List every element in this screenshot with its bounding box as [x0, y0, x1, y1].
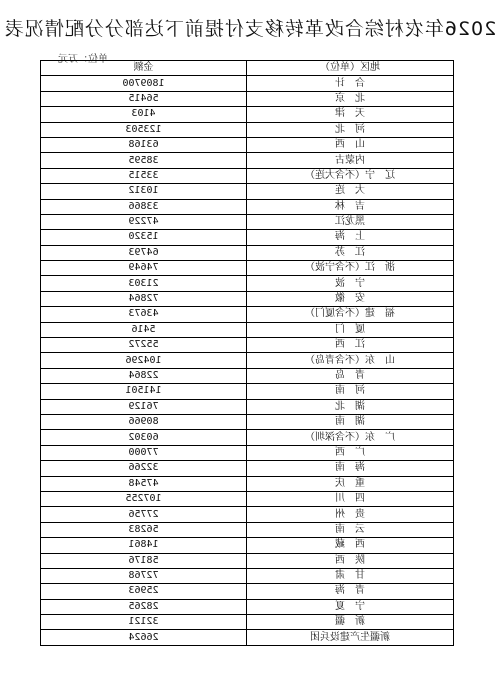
amount-cell: 63168: [41, 137, 247, 152]
amount-cell: 104296: [41, 353, 247, 368]
amount-cell: 64793: [41, 245, 247, 260]
table-row: [41, 599, 454, 614]
table-row: [41, 261, 454, 276]
amount-cell: 33866: [41, 199, 247, 214]
region-cell: 湖 北: [247, 399, 454, 414]
table-row: [41, 245, 454, 260]
amount-cell: 27756: [41, 507, 247, 522]
table-row: [41, 168, 454, 183]
region-cell: 四 川: [247, 491, 454, 506]
region-cell: 内蒙古: [247, 153, 454, 168]
table-row: [41, 584, 454, 599]
region-cell: 河 南: [247, 384, 454, 399]
table-row: [41, 199, 454, 214]
table-row: [41, 184, 454, 199]
table-row: [41, 399, 454, 414]
header-region: 地区（单位）: [247, 61, 454, 76]
region-cell: 河 北: [247, 122, 454, 137]
table-row: [41, 430, 454, 445]
region-cell: 陕 西: [247, 553, 454, 568]
table-header-row: [41, 61, 454, 76]
amount-cell: 33515: [41, 168, 247, 183]
region-cell: 甘 肃: [247, 568, 454, 583]
table-row: [41, 214, 454, 229]
table-body: [41, 76, 454, 645]
table-row: [41, 91, 454, 106]
table-row: [41, 414, 454, 429]
region-cell: 黑龙江: [247, 214, 454, 229]
region-cell: 厦 门: [247, 322, 454, 337]
amount-cell: 56415: [41, 91, 247, 106]
amount-cell: 28265: [41, 599, 247, 614]
header-amount: 金额: [41, 61, 247, 76]
amount-cell: 32266: [41, 461, 247, 476]
amount-cell: 5416: [41, 322, 247, 337]
page-title: 2026年农村综合改革转移支付提前下达部分分配情况表: [3, 18, 497, 40]
amount-cell: 72864: [41, 291, 247, 306]
amount-cell: 80966: [41, 414, 247, 429]
table-row: [41, 353, 454, 368]
amount-cell: 22864: [41, 368, 247, 383]
region-cell: 江 西: [247, 338, 454, 353]
region-cell: 大 连: [247, 184, 454, 199]
amount-cell: 4103: [41, 107, 247, 122]
amount-cell: 58176: [41, 553, 247, 568]
table-row: [41, 122, 454, 137]
amount-cell: 32121: [41, 615, 247, 630]
table-row: [41, 338, 454, 353]
amount-cell: 14861: [41, 538, 247, 553]
table-row: [41, 368, 454, 383]
region-cell: 西 藏: [247, 538, 454, 553]
amount-cell: 25963: [41, 584, 247, 599]
table-row: [41, 568, 454, 583]
region-cell: 安 徽: [247, 291, 454, 306]
region-cell: 湖 南: [247, 414, 454, 429]
region-cell: 广 东（不含深圳）: [247, 430, 454, 445]
region-cell: 新疆生产建设兵团: [247, 630, 454, 645]
region-cell: 山 东（不含青岛）: [247, 353, 454, 368]
region-cell: 合 计: [247, 76, 454, 91]
region-cell: 新 疆: [247, 615, 454, 630]
table-row: [41, 153, 454, 168]
amount-cell: 47229: [41, 214, 247, 229]
table-row: [41, 615, 454, 630]
amount-cell: 26624: [41, 630, 247, 645]
table-row: [41, 445, 454, 460]
amount-cell: 10312: [41, 184, 247, 199]
table-row: [41, 553, 454, 568]
table-row: [41, 107, 454, 122]
amount-cell: 38595: [41, 153, 247, 168]
amount-cell: 141501: [41, 384, 247, 399]
table-row: [41, 322, 454, 337]
table-row: [41, 276, 454, 291]
table-row: [41, 461, 454, 476]
table-row: [41, 307, 454, 322]
region-cell: 山 西: [247, 137, 454, 152]
allocation-table: [40, 60, 454, 646]
region-cell: 重 庆: [247, 476, 454, 491]
amount-cell: 76129: [41, 399, 247, 414]
amount-cell: 72768: [41, 568, 247, 583]
amount-cell: 60302: [41, 430, 247, 445]
table-row: [41, 291, 454, 306]
amount-cell: 1809700: [41, 76, 247, 91]
amount-cell: 47548: [41, 476, 247, 491]
table-row: [41, 76, 454, 91]
amount-cell: 21303: [41, 276, 247, 291]
table-row: [41, 507, 454, 522]
table-row: [41, 491, 454, 506]
region-cell: 宁 波: [247, 276, 454, 291]
amount-cell: 123503: [41, 122, 247, 137]
table-row: [41, 630, 454, 645]
amount-cell: 43673: [41, 307, 247, 322]
region-cell: 上 海: [247, 230, 454, 245]
region-cell: 贵 州: [247, 507, 454, 522]
region-cell: 浙 江（不含宁波）: [247, 261, 454, 276]
region-cell: 福 建（不含厦门）: [247, 307, 454, 322]
region-cell: 江 苏: [247, 245, 454, 260]
region-cell: 广 西: [247, 445, 454, 460]
region-cell: 北 京: [247, 91, 454, 106]
table-row: [41, 137, 454, 152]
amount-cell: 74649: [41, 261, 247, 276]
region-cell: 海 南: [247, 461, 454, 476]
table-row: [41, 538, 454, 553]
amount-cell: 55272: [41, 338, 247, 353]
region-cell: 天 津: [247, 107, 454, 122]
table-row: [41, 384, 454, 399]
amount-cell: 15320: [41, 230, 247, 245]
amount-cell: 77000: [41, 445, 247, 460]
table-row: [41, 476, 454, 491]
unit-note: 单位：万元: [58, 54, 108, 65]
table-row: [41, 522, 454, 537]
region-cell: 云 南: [247, 522, 454, 537]
region-cell: 青 海: [247, 584, 454, 599]
region-cell: 吉 林: [247, 199, 454, 214]
amount-cell: 56283: [41, 522, 247, 537]
table-row: [41, 230, 454, 245]
region-cell: 宁 夏: [247, 599, 454, 614]
region-cell: 青 岛: [247, 368, 454, 383]
region-cell: 辽 宁（不含大连）: [247, 168, 454, 183]
amount-cell: 107255: [41, 491, 247, 506]
